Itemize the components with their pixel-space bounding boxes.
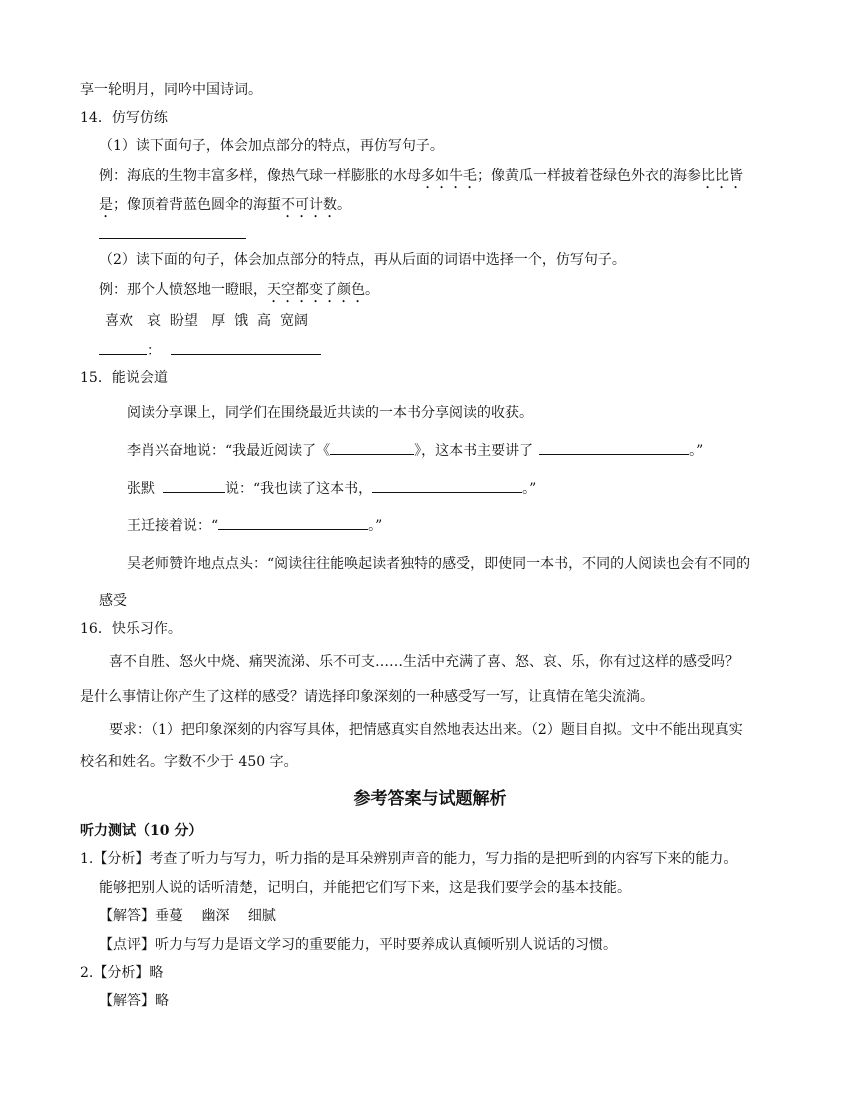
dialogue-text: 李肖兴奋地说：“我最近阅读了《 (127, 443, 331, 459)
analysis-line: 1.【分析】考查了听力与写力，听力指的是耳朵辨别声音的能力，写力指的是把听到的内容写下来的能力。 (80, 851, 738, 867)
question-16-heading: 16．快乐习作。 (80, 621, 182, 637)
question-16-paragraph: 喜不自胜、怒火中烧、痛哭流涕、乐不可支……生活中充满了喜、怒、哀、乐，你有过这样的感受吗？ (109, 654, 739, 670)
answer-blank-line[interactable] (99, 238, 246, 239)
question-14-part-1: （1）读下面句子，体会加点部分的特点，再仿写句子。 (99, 138, 444, 154)
content-blank[interactable] (539, 440, 689, 455)
dotted-phrase: 天空都变了颜色 (267, 282, 365, 298)
analysis-line: 2.【分析】略 (80, 965, 164, 981)
dialogue-text: 张默 (127, 481, 155, 497)
comment-line: 【点评】听力与写力是语文学习的重要能力，平时要养成认真倾听别人说话的习惯。 (99, 937, 617, 953)
dialogue-text: 王迁接着说：“ (127, 518, 219, 534)
word-choices: 喜欢 哀 盼望 厚 饿 高 宽阔 (105, 313, 308, 329)
dotted-phrase: 不可计数 (281, 197, 337, 213)
dialogue-line-3 (127, 515, 382, 536)
example-2-text: 例：那个人愤怒地一瞪眼， (99, 282, 267, 298)
question-15-intro: 阅读分享课上，同学们在围绕最近共读的一本书分享阅读的收获。 (127, 405, 533, 421)
requirements-line: 要求：（1）把印象深刻的内容写具体，把情感真实自然地表达出来。（2）题目自拟。文中不能出现真实 (109, 722, 743, 738)
example-1-text: ；像黄瓜一样披着苍绿色外衣的海参 (477, 168, 701, 184)
dotted-phrase: 多如牛毛 (421, 168, 477, 184)
dialogue-text: 说：“我也读了这本书， (225, 481, 373, 497)
example-2-text: 。 (365, 282, 379, 298)
book-title-blank[interactable] (330, 440, 414, 455)
question-16-paragraph: 是什么事情让你产生了这样的感受？请选择印象深刻的一种感受写一写，让真情在笔尖流淌。 (80, 689, 654, 705)
answer-line: 【解答】略 (99, 993, 169, 1009)
imitation-answer-line (99, 340, 321, 361)
dialogue-line-5: 感受 (99, 593, 127, 609)
example-1-text: 例：海底的生物丰富多样，像热气球一样膨胀的水母 (99, 168, 421, 184)
example-1-line (99, 166, 743, 192)
dialogue-text: 。” (368, 518, 383, 534)
requirements-line: 校名和姓名。字数不少于 450 字。 (80, 754, 298, 770)
example-1-text: ；像顶着背蓝色圆伞的海蜇 (113, 197, 281, 213)
dialogue-line-2 (127, 478, 536, 499)
dotted-phrase: 是 (99, 197, 113, 213)
speech-blank[interactable] (218, 515, 368, 530)
answer-line: 【解答】垂蔓 幽深 细腻 (99, 908, 276, 924)
text-line: 享一轮明月，同吟中国诗词。 (80, 82, 262, 98)
example-2-line (99, 280, 379, 306)
word-blank[interactable] (99, 340, 147, 355)
question-15-heading: 15．能说会道 (80, 370, 168, 386)
manner-blank[interactable] (163, 478, 225, 493)
question-14-heading: 14．仿写仿练 (80, 110, 168, 126)
sentence-blank[interactable] (171, 340, 321, 355)
answer-section-title: 参考答案与试题解析 (353, 789, 507, 809)
colon: ： (147, 343, 161, 359)
dialogue-text: 。” (522, 481, 537, 497)
question-14-part-2: （2）读下面的句子，体会加点部分的特点，再从后面的词语中选择一个，仿写句子。 (99, 252, 626, 268)
example-1-line-2 (99, 195, 351, 221)
opinion-blank[interactable] (372, 478, 522, 493)
dotted-phrase: 比比皆 (701, 168, 743, 184)
section-heading: 听力测试（10 分） (80, 823, 203, 839)
dialogue-text: 。” (689, 443, 704, 459)
dialogue-text: 》，这本书主要讲了 (414, 443, 534, 459)
analysis-line: 能够把别人说的话听清楚，记明白，并能把它们写下来，这是我们要学会的基本技能。 (99, 880, 631, 896)
example-1-text: 。 (337, 197, 351, 213)
dialogue-line-1 (127, 440, 703, 461)
dialogue-line-4: 吴老师赞许地点点头：“阅读往往能唤起读者独特的感受，即使同一本书，不同的人阅读也会有不同的 (127, 556, 751, 572)
